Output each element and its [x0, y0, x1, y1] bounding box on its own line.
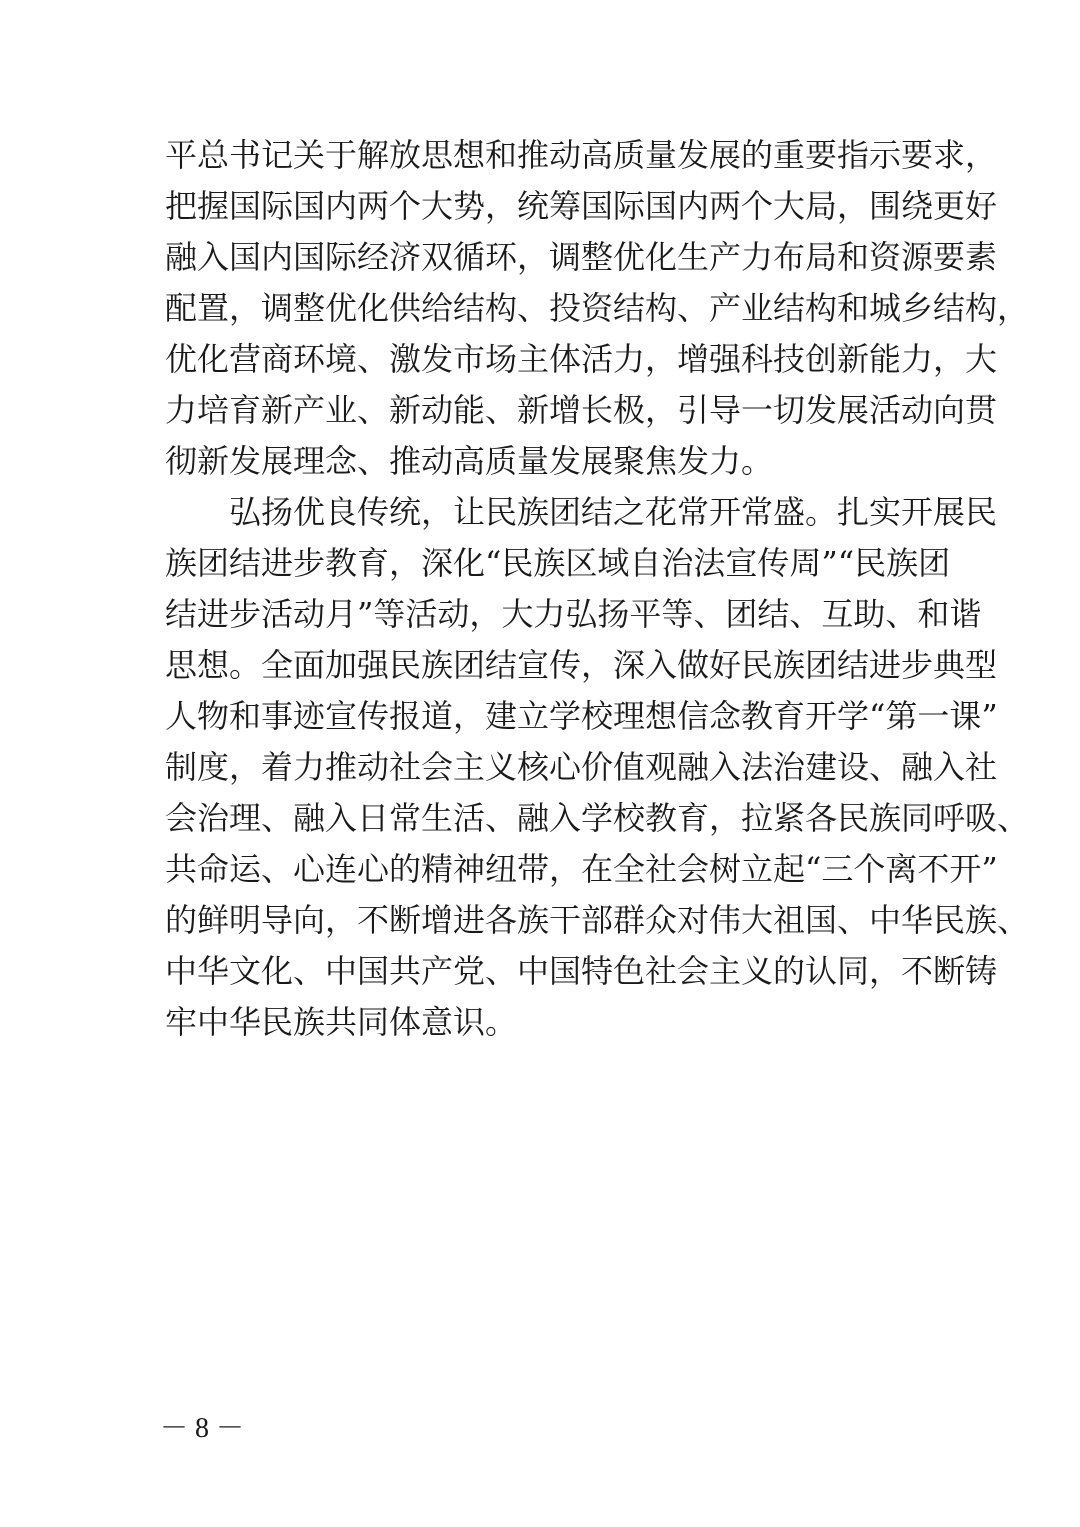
text-line: 力培育新产业、新动能、新增长极，引导一切发展活动向贯: [165, 391, 998, 429]
text-line: 共命运、心连心的精神纽带，在全社会树立起“三个离不开”: [165, 850, 998, 888]
text-line: 彻新发展理念、推动高质量发展聚焦发力。: [165, 442, 774, 480]
text-line: 融入国内国际经济双循环，调整优化生产力布局和资源要素: [165, 238, 998, 276]
body-text: [165, 130, 1030, 1048]
text-line: 结进步活动月”等活动，大力弘扬平等、团结、互助、和谐: [165, 595, 982, 633]
paragraph-2: [165, 487, 1030, 1048]
text-line: 的鲜明导向，不断增进各族干部群众对伟大祖国、中华民族、: [165, 901, 1030, 939]
text-line: 优化营商环境、激发市场主体活力，增强科技创新能力，大: [165, 340, 998, 378]
text-line: 制度，着力推动社会主义核心价值观融入法治建设、融入社: [165, 748, 998, 786]
text-line: 会治理、融入日常生活、融入学校教育，拉紧各民族同呼吸、: [165, 799, 1030, 837]
text-line: 思想。全面加强民族团结宣传，深入做好民族团结进步典型: [165, 646, 998, 684]
text-line: 中华文化、中国共产党、中国特色社会主义的认同，不断铸: [165, 952, 998, 990]
text-line: 族团结进步教育，深化“民族区域自治法宣传周”“民族团: [165, 544, 951, 582]
text-line: 牢中华民族共同体意识。: [165, 1003, 518, 1041]
paragraph-1: [165, 130, 1030, 487]
text-line: 平总书记关于解放思想和推动高质量发展的重要指示要求，: [165, 136, 998, 174]
page-number: － 8 －: [160, 1413, 245, 1444]
text-line: 人物和事迹宣传报道，建立学校理想信念教育开学“第一课”: [165, 697, 998, 735]
text-line: 配置，调整优化供给结构、投资结构、产业结构和城乡结构，: [165, 289, 1030, 327]
text-line: 把握国际国内两个大势，统筹国际国内两个大局，围绕更好: [165, 187, 998, 225]
text-line: 弘扬优良传统，让民族团结之花常开常盛。扎实开展民: [229, 493, 998, 531]
